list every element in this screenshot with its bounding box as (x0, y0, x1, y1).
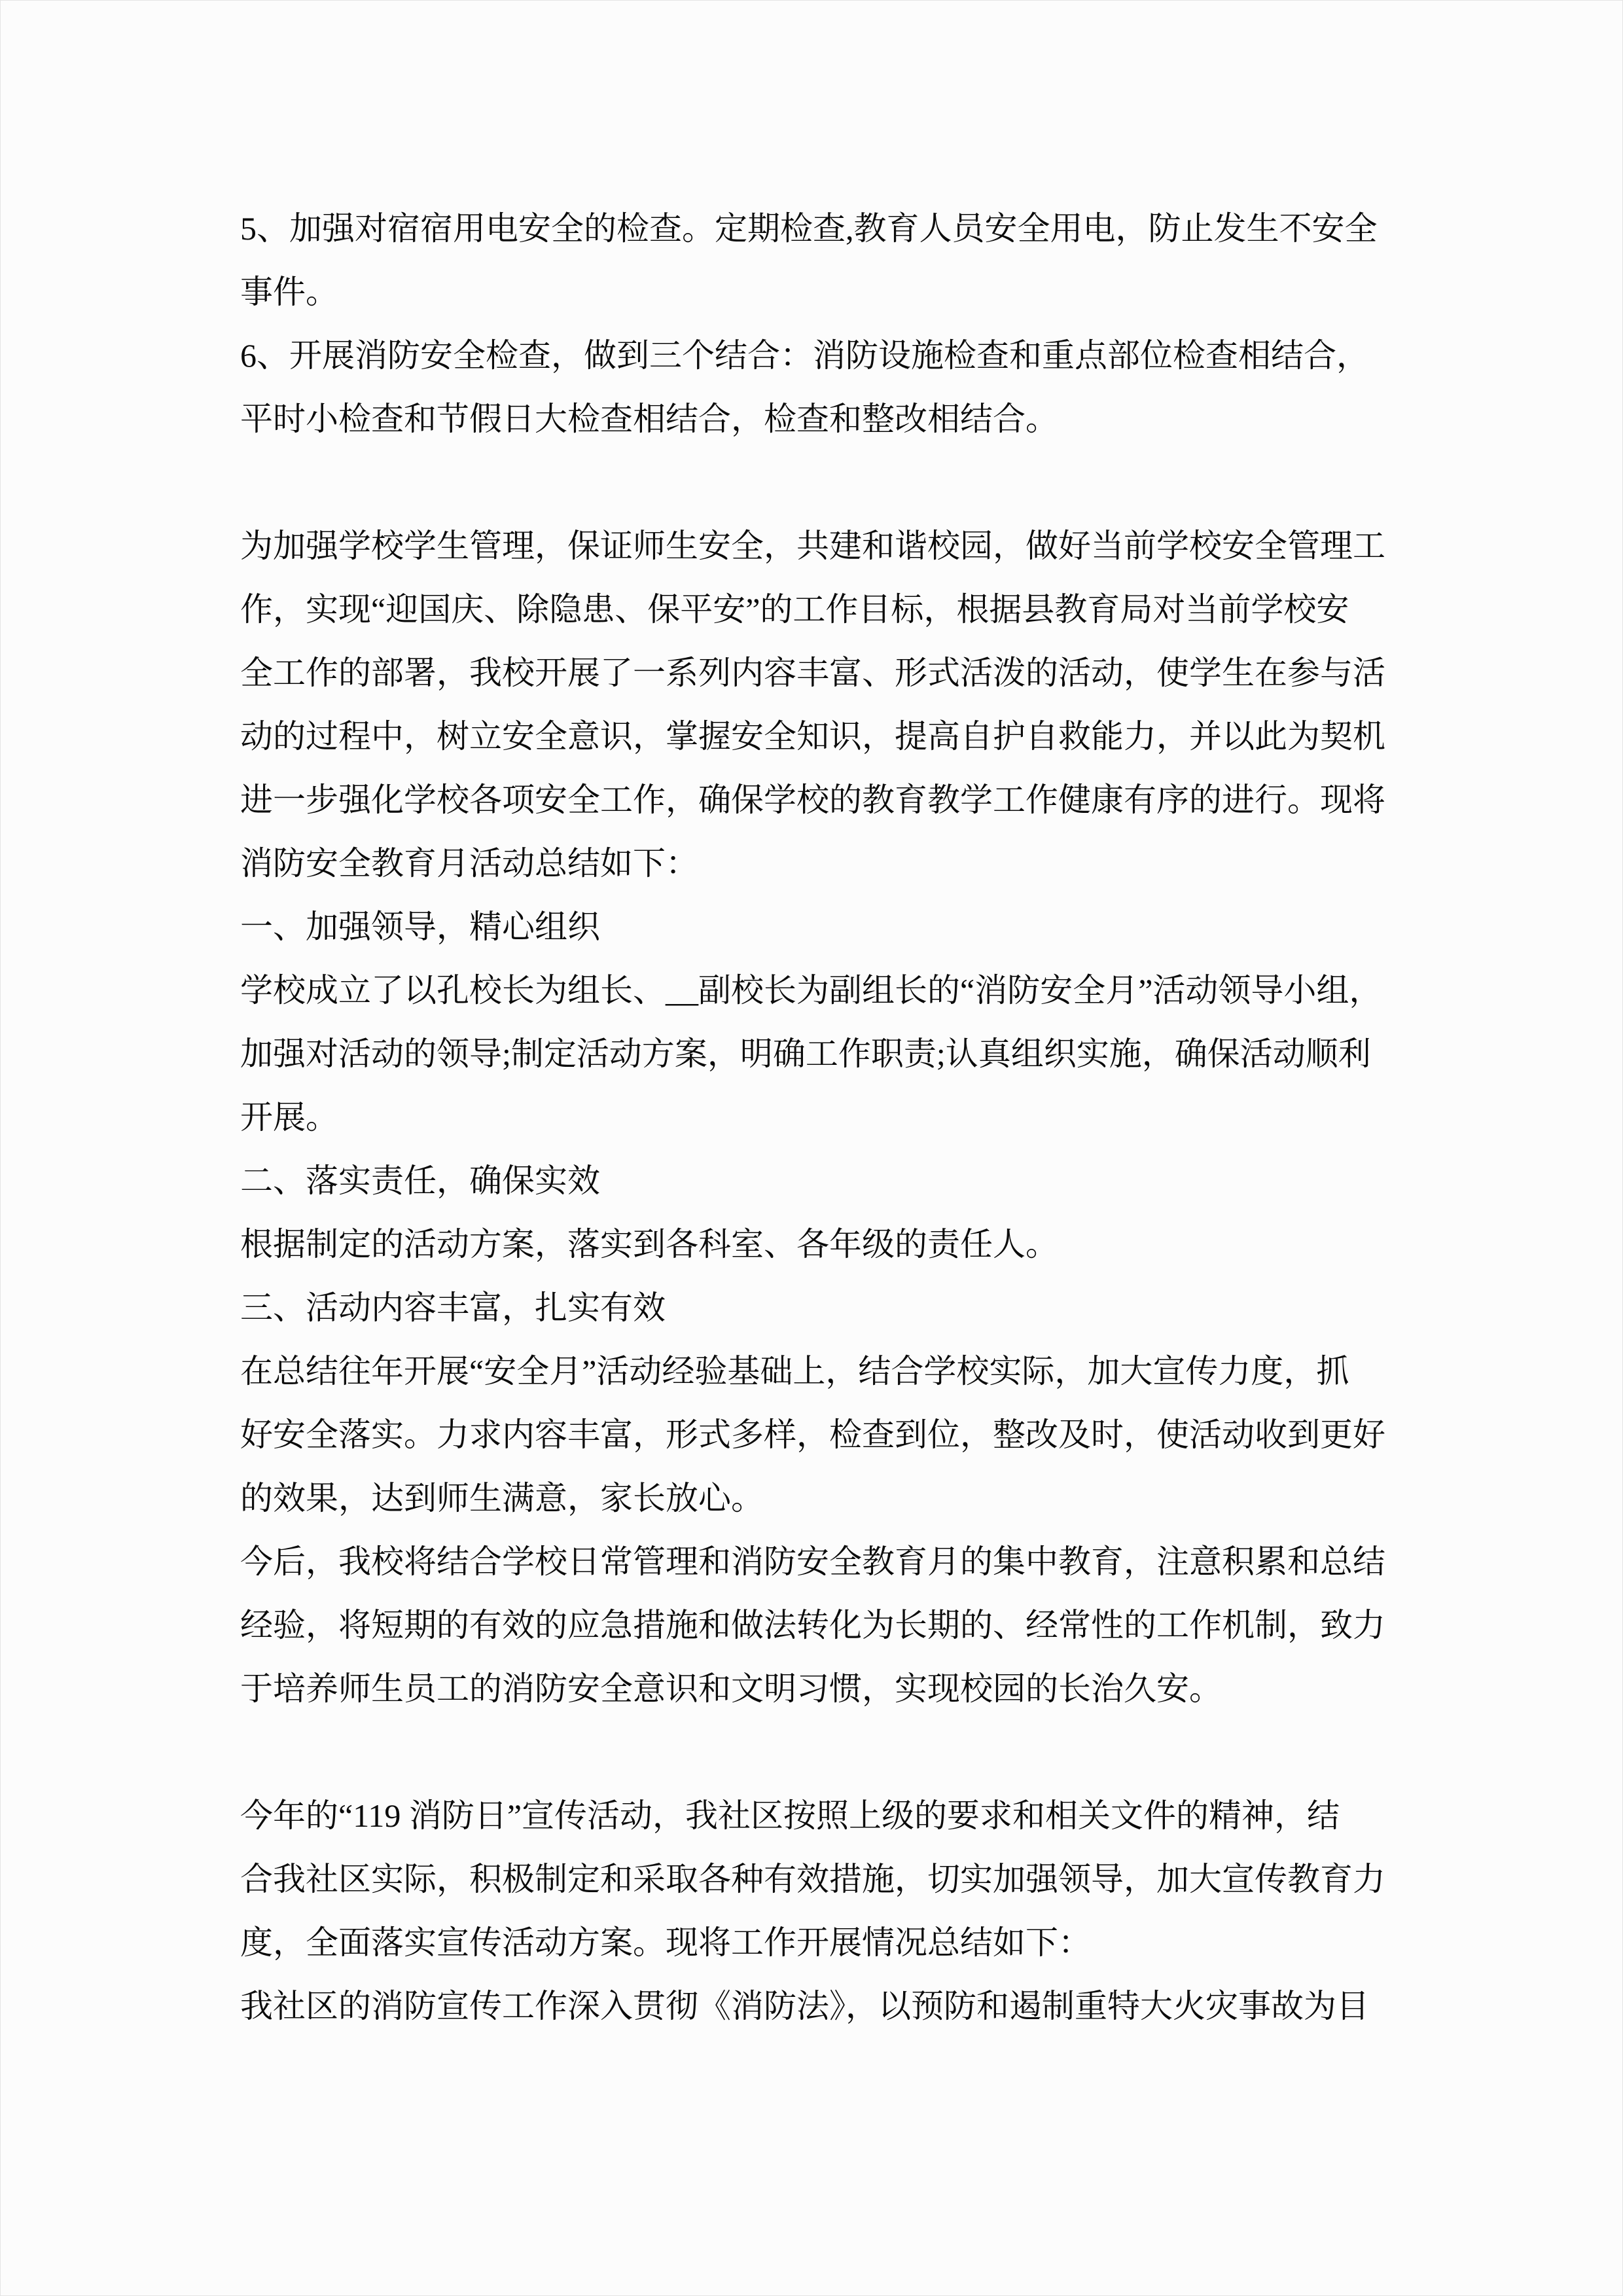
text-line: 合我社区实际，积极制定和采取各种有效措施，切实加强领导，加大宣传教育力 (240, 1861, 1385, 1897)
text-line: 在总结往年开展“安全月”活动经验基础上，结合学校实际，加大宣传力度，抓 (240, 1353, 1349, 1390)
text-line: 动的过程中，树立安全意识，掌握安全知识，提高自护自救能力，并以此为契机 (240, 718, 1385, 755)
text-line (240, 451, 1392, 514)
text-line: 加强对活动的领导;制定活动方案，明确工作职责;认真组织实施，确保活动顺利 (240, 1035, 1371, 1072)
text-line: 今年的“119 消防日”宣传活动，我社区按照上级的要求和相关文件的精神，结 (240, 1797, 1340, 1834)
text-line: 三、活动内容丰富，扎实有效 (240, 1289, 666, 1326)
text-line: 经验，将短期的有效的应急措施和做法转化为长期的、经常性的工作机制，致力 (240, 1607, 1385, 1643)
text-line: 的效果，达到师生满意，家长放心。 (240, 1480, 764, 1516)
text-line: 平时小检查和节假日大检查相结合，检查和整改相结合。 (240, 401, 1058, 437)
text-line: 开展。 (240, 1099, 338, 1136)
text-line (240, 1721, 1392, 1784)
text-line: 作，实现“迎国庆、除隐患、保平安”的工作目标，根据县教育局对当前学校安 (240, 591, 1349, 628)
text-line: 全工作的部署，我校开展了一系列内容丰富、形式活泼的活动，使学生在参与活 (240, 655, 1385, 691)
text-line: 于培养师生员工的消防安全意识和文明习惯，实现校园的长治久安。 (240, 1670, 1222, 1707)
text-line: 为加强学校学生管理，保证师生安全，共建和谐校园，做好当前学校安全管理工 (240, 528, 1385, 564)
text-line: 事件。 (240, 274, 338, 310)
text-line: 5、加强对宿宿用电安全的检查。定期检查,教育人员安全用电，防止发生不安全 (240, 210, 1378, 247)
text-line: 我社区的消防宣传工作深入贯彻《消防法》，以预防和遏制重特大火灾事故为目 (240, 1988, 1369, 2024)
text-line: 6、开展消防安全检查，做到三个结合：消防设施检查和重点部位检查相结合， (240, 337, 1369, 374)
text-line: 今后，我校将结合学校日常管理和消防安全教育月的集中教育，注意积累和总结 (240, 1543, 1385, 1580)
text-line: 一、加强领导，精心组织 (240, 908, 600, 945)
text-line: 学校成立了以孔校长为组长、__副校长为副组长的“消防安全月”活动领导小组， (240, 972, 1382, 1009)
document-text-block (240, 197, 1392, 2038)
text-line: 进一步强化学校各项安全工作，确保学校的教育教学工作健康有序的进行。现将 (240, 781, 1385, 818)
text-line: 根据制定的活动方案，落实到各科室、各年级的责任人。 (240, 1226, 1058, 1263)
text-line: 二、落实责任，确保实效 (240, 1162, 600, 1199)
text-line: 消防安全教育月活动总结如下： (240, 845, 698, 882)
text-line: 度，全面落实宣传活动方案。现将工作开展情况总结如下： (240, 1924, 1091, 1961)
text-line: 好安全落实。力求内容丰富，形式多样，检查到位，整改及时，使活动收到更好 (240, 1416, 1385, 1453)
